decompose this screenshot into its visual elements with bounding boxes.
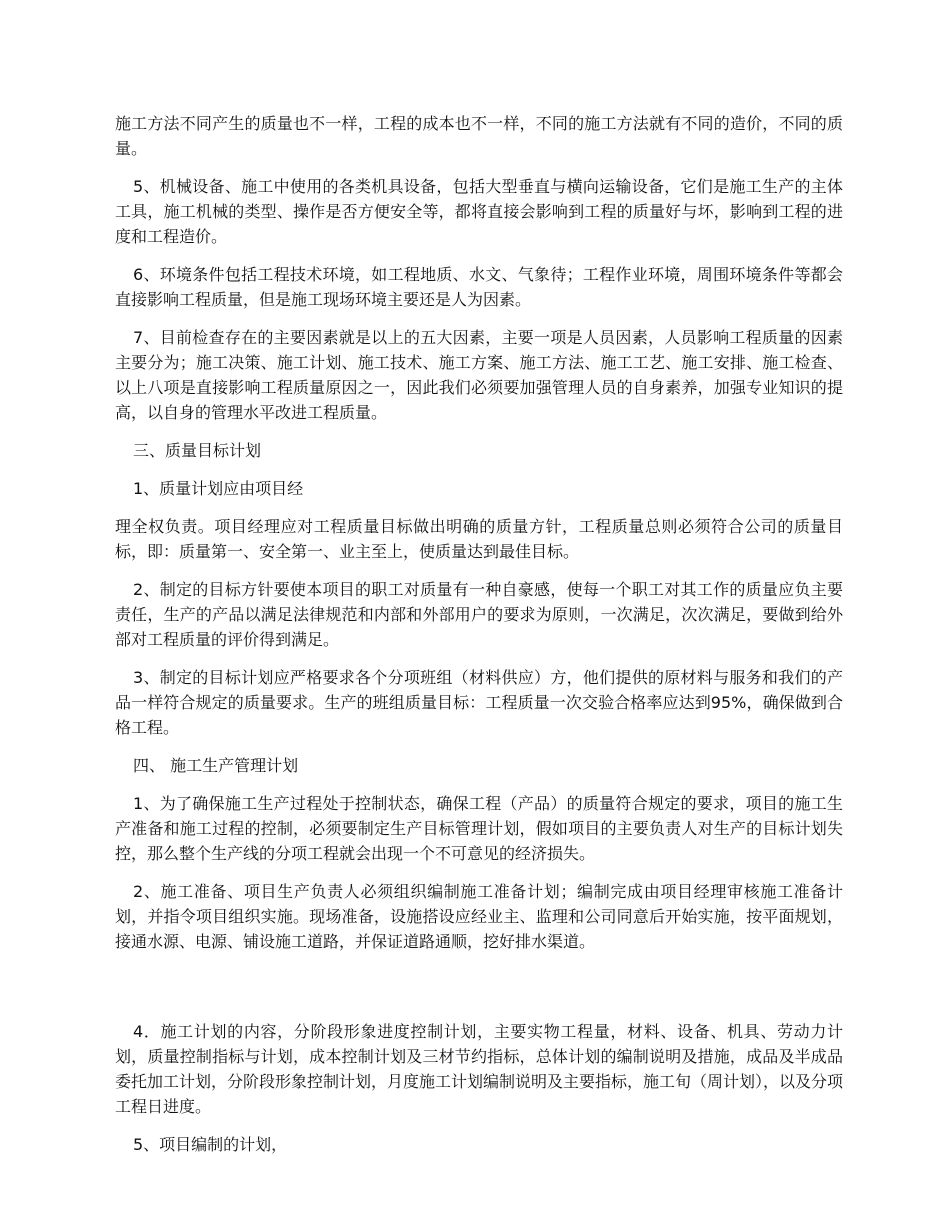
section-heading: 四、 施工生产管理计划	[133, 756, 299, 775]
paragraph: 5、机械设备、施工中使用的各类机具设备，包括大型垂直与横向运输设备，它们是施工生产的主体工具，施工机械的类型、操作是否方便安全等，都将直接会影响到工程的质量好与坏，影响到工程的进度和工程造价。	[115, 177, 843, 246]
paragraph: 2、制定的目标方针要使本项目的职工对质量有一种自豪感，使每一个职工对其工作的质量应负主要责任，生产的产品以满足法律规范和内部和外部用户的要求为原则，一次满足，次次满足，要做到给外部对工程质量的评价得到满足。	[115, 580, 843, 649]
paragraph: 2、施工准备、项目生产负责人必须组织编制施工准备计划；编制完成由项目经理审核施工准备计划，并指令项目组织实施。现场准备，设施搭设应经业主、监理和公司同意后开始实施，按平面规划，接通水源、电源、铺设施工道路，并保证道路通顺，挖好排水渠道。	[115, 882, 843, 951]
paragraph: 6、环境条件包括工程技术环境，如工程地质、水文、气象待；工程作业环境，周围环境条件等都会直接影响工程质量，但是施工现场环境主要还是人为因素。	[115, 265, 843, 309]
paragraph: 7、目前检查存在的主要因素就是以上的五大因素，主要一项是人员因素，人员影响工程质量的因素主要分为；施工决策、施工计划、施工技术、施工方案、施工方法、施工工艺、施工安排、施工检查、以上八项是直接影响工程质量原因之一，因此我们必须要加强管理人员的自身素养，加强专业知识的提高，以自身的管理水平改进工程质量。	[115, 328, 843, 422]
paragraph: 1、为了确保施工生产过程处于控制状态，确保工程（产品）的质量符合规定的要求，项目的施工生产准备和施工过程的控制，必须要制定生产目标管理计划，假如项目的主要负责人对生产的目标计划失控，那么整个生产线的分项工程就会出现一个不可意见的经济损失。	[115, 794, 843, 863]
section-heading: 三、质量目标计划	[133, 441, 262, 460]
blank-space	[115, 967, 843, 1019]
paragraph: 4．施工计划的内容，分阶段形象进度控制计划，主要实物工程量，材料、设备、机具、劳动力计划，质量控制指标与计划，成本控制计划及三材节约指标，总体计划的编制说明及措施，成品及半成品委托加工计划，分阶段形象控制计划，月度施工计划编制说明及主要指标，施工旬（周计划），以及分项工程日进度。	[115, 1022, 844, 1116]
paragraph: 1、质量计划应由项目经	[133, 479, 304, 498]
paragraph: 施工方法不同产生的质量也不一样，工程的成本也不一样，不同的施工方法就有不同的造价，不同的质量。	[115, 114, 843, 158]
document-page	[115, 111, 843, 1170]
paragraph: 5、项目编制的计划，	[133, 1135, 288, 1154]
paragraph: 3、制定的目标计划应严格要求各个分项班组（材料供应）方，他们提供的原材料与服务和我们的产品一样符合规定的质量要求。生产的班组质量目标：工程质量一次交验合格率应达到95%，确保做到合格工程。	[115, 668, 843, 737]
paragraph: 理全权负责。项目经理应对工程质量目标做出明确的质量方针，工程质量总则必须符合公司的质量目标，即：质量第一、安全第一、业主至上，使质量达到最佳目标。	[115, 517, 843, 561]
